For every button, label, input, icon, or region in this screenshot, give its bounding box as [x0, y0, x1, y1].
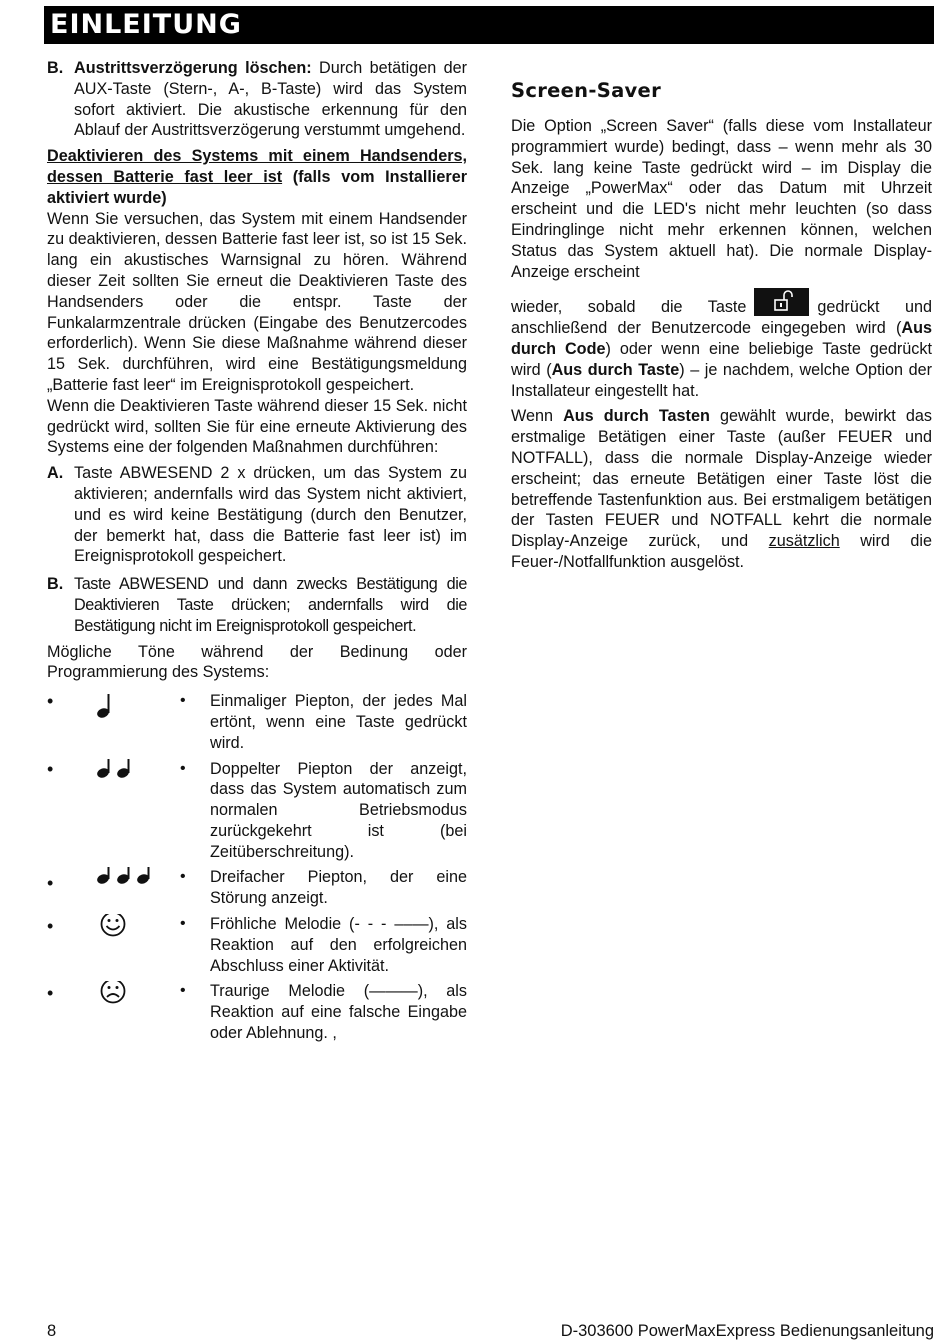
tone-item-sad — [47, 981, 467, 1043]
paragraph-text: gewählt wurde, bewirkt das erstmalige Betätigen einer Taste (außer FEUER und NOTFALL), dass die normale Display-Anzeige wieder erscheint; das erneute Betätigen einer Taste löst die betreffende Tastenfunktion aus. Bei erstmaligem betätigen der Tasten FEUER und NOTFALL kehrt die normale Display-Anzeige zurück, und — [511, 407, 933, 551]
single-note-icon — [65, 691, 180, 731]
unlock-key-icon — [754, 288, 809, 316]
tone-item-happy — [47, 914, 467, 976]
document-title: D-303600 PowerMaxExpress Bedienungsanleitung — [560, 1322, 934, 1340]
tone-item-double — [47, 759, 467, 863]
screen-saver-paragraph-1b — [511, 288, 932, 401]
bullet: • — [180, 982, 186, 1000]
tones-list — [47, 691, 467, 1044]
list-item-b-away-confirm — [47, 574, 467, 636]
item-body: Durch betätigen der AUX-Taste (Stern-, A-, B-Taste) wird das System sofort aktiviert. Die akustische erkennung für den Ablauf der Austrittsverzögerung verstummt umgehend. — [74, 59, 467, 140]
double-note-icon — [65, 759, 180, 799]
bullet: • — [47, 758, 54, 779]
list-item-a-away — [47, 463, 467, 567]
bullet: • — [180, 915, 186, 933]
bullet: • — [180, 692, 186, 710]
paragraph-text: Die Option „Screen Saver“ (falls diese vom Installateur programmiert wurde) bedingt, dass – wenn mehr als 30 Sek. lang keine Taste gedrückt wird – im Display die Anzeige „PowerMax“ oder das Datum mit Uhrzeit erscheint und die LED's nicht mehr leuchten (so dass Eindringlinge nicht mehr erkennen können, welchen Status das System aktuell hat). Die normale Display-Anzeige erscheint — [511, 117, 932, 281]
paragraph-low-battery: Wenn Sie versuchen, das System mit einem Handsender zu deaktivieren, dessen Batterie fast leer ist, so ist 15 Sek. lang ein akustisches Warnsignal zu hören. Während dieser Zeit sollten Sie erneut die Deaktivieren Taste des Handsenders oder die entspr. Taste der Funkalarmzentrale drücken (Eingabe des Benutzercodes erforderlich). Wenn Sie diese Maßnahme während dieser 15 Sek. durchführen, wird eine Bestätigungsmeldung „Batterie fast leer“ im Ereignisprotokoll gespeichert. — [47, 209, 467, 394]
deactivate-heading-underlined: Deaktivieren des Systems mit einem Handsenders, dessen Batterie fast leer ist — [47, 147, 467, 186]
bullet: • — [47, 916, 54, 937]
page-number: 8 — [47, 1322, 57, 1340]
tone-description: Einmaliger Piepton, der jedes Mal ertönt, wenn eine Taste gedrückt wird. — [210, 692, 467, 752]
tone-description: Doppelter Piepton der anzeigt, dass das System automatisch zum normalen Betriebsmodus zurückgekehrt ist (bei Zeitüberschreitung). — [210, 759, 467, 861]
paragraph-text: ) oder wenn eine beliebige Taste gedrückt wird ( — [511, 339, 932, 379]
item-label: B. — [47, 575, 64, 594]
screen-saver-paragraph-1 — [511, 116, 932, 282]
tone-item-single — [47, 691, 467, 753]
tone-description: Dreifacher Piepton, der eine Störung anzeigt. — [210, 868, 467, 908]
paragraph-text: wieder, sobald die Taste — [511, 298, 747, 317]
section-title: EINLEITUNG — [50, 9, 242, 40]
deactivate-heading — [47, 146, 467, 208]
left-column — [47, 58, 467, 1049]
bullet: • — [47, 983, 54, 1004]
paragraph-text: gedrückt und anschließend der Benutzercode eingegeben wird ( — [511, 298, 932, 338]
item-label: A. — [47, 464, 64, 483]
right-column — [511, 78, 932, 573]
paragraph-bold: Aus durch Tasten — [563, 407, 710, 426]
tone-item-triple — [47, 867, 467, 909]
happy-face-icon — [65, 914, 180, 954]
bullet: • — [180, 868, 186, 886]
paragraph-text: ) – je nachdem, welche Option der Installateur eingestellt hat. — [511, 360, 932, 400]
page-header — [44, 6, 934, 44]
paragraph-text: Wenn — [511, 407, 564, 426]
tones-intro: Mögliche Töne während der Bedinung oder Programmierung des Systems: — [47, 642, 467, 682]
paragraph-underlined: zusätzlich — [768, 532, 840, 551]
item-text: Taste ABWESEND und dann zwecks Bestätigung die Deaktivieren Taste drücken; andernfalls wird die Bestätigung nicht im Ereignisprotokoll gespeichert. — [74, 575, 467, 635]
item-text: Taste ABWESEND 2 x drücken, um das System zu aktivieren; andernfalls wird das System nicht aktiviert, und es wird keine Bestätigung (durch den Benutzer, der bemerkt hat, dass die Batterie fast leer ist) im Ereignisprotokoll gespeichert. — [74, 464, 467, 566]
tone-description: Fröhliche Melodie (- - - ––—), als Reaktion auf den erfolgreichen Abschluss einer Aktivität. — [210, 915, 467, 975]
paragraph-no-press: Wenn die Deaktivieren Taste während dieser 15 Sek. nicht gedrückt wird, sollten Sie für eine erneute Aktivierung des Systems eine der folgenden Maßnahmen durchführen: — [47, 396, 467, 457]
triple-note-icon — [65, 867, 180, 907]
list-item-b-exit-delay — [47, 58, 467, 141]
bullet: • — [47, 873, 54, 894]
screen-saver-paragraph-2 — [511, 406, 932, 572]
deactivate-heading-rest: (falls vom Installierer aktiviert wurde) — [47, 167, 467, 207]
bullet: • — [47, 691, 54, 712]
item-bold-term: Austrittsverzögerung löschen: — [74, 59, 312, 77]
item-label: B. — [47, 59, 64, 77]
screen-saver-title: Screen-Saver — [511, 79, 662, 102]
paragraph-text: wird die Feuer-/Notfallfunktion ausgelöst. — [511, 532, 932, 571]
sad-face-icon — [65, 981, 180, 1021]
bullet: • — [180, 759, 186, 777]
paragraph-bold: Aus durch Code — [511, 319, 932, 358]
paragraph-bold: Aus durch Taste — [551, 360, 680, 379]
tone-description: Traurige Melodie (———), als Reaktion auf eine falsche Eingabe oder Ablehnung. , — [210, 982, 467, 1043]
item-text — [74, 58, 467, 141]
